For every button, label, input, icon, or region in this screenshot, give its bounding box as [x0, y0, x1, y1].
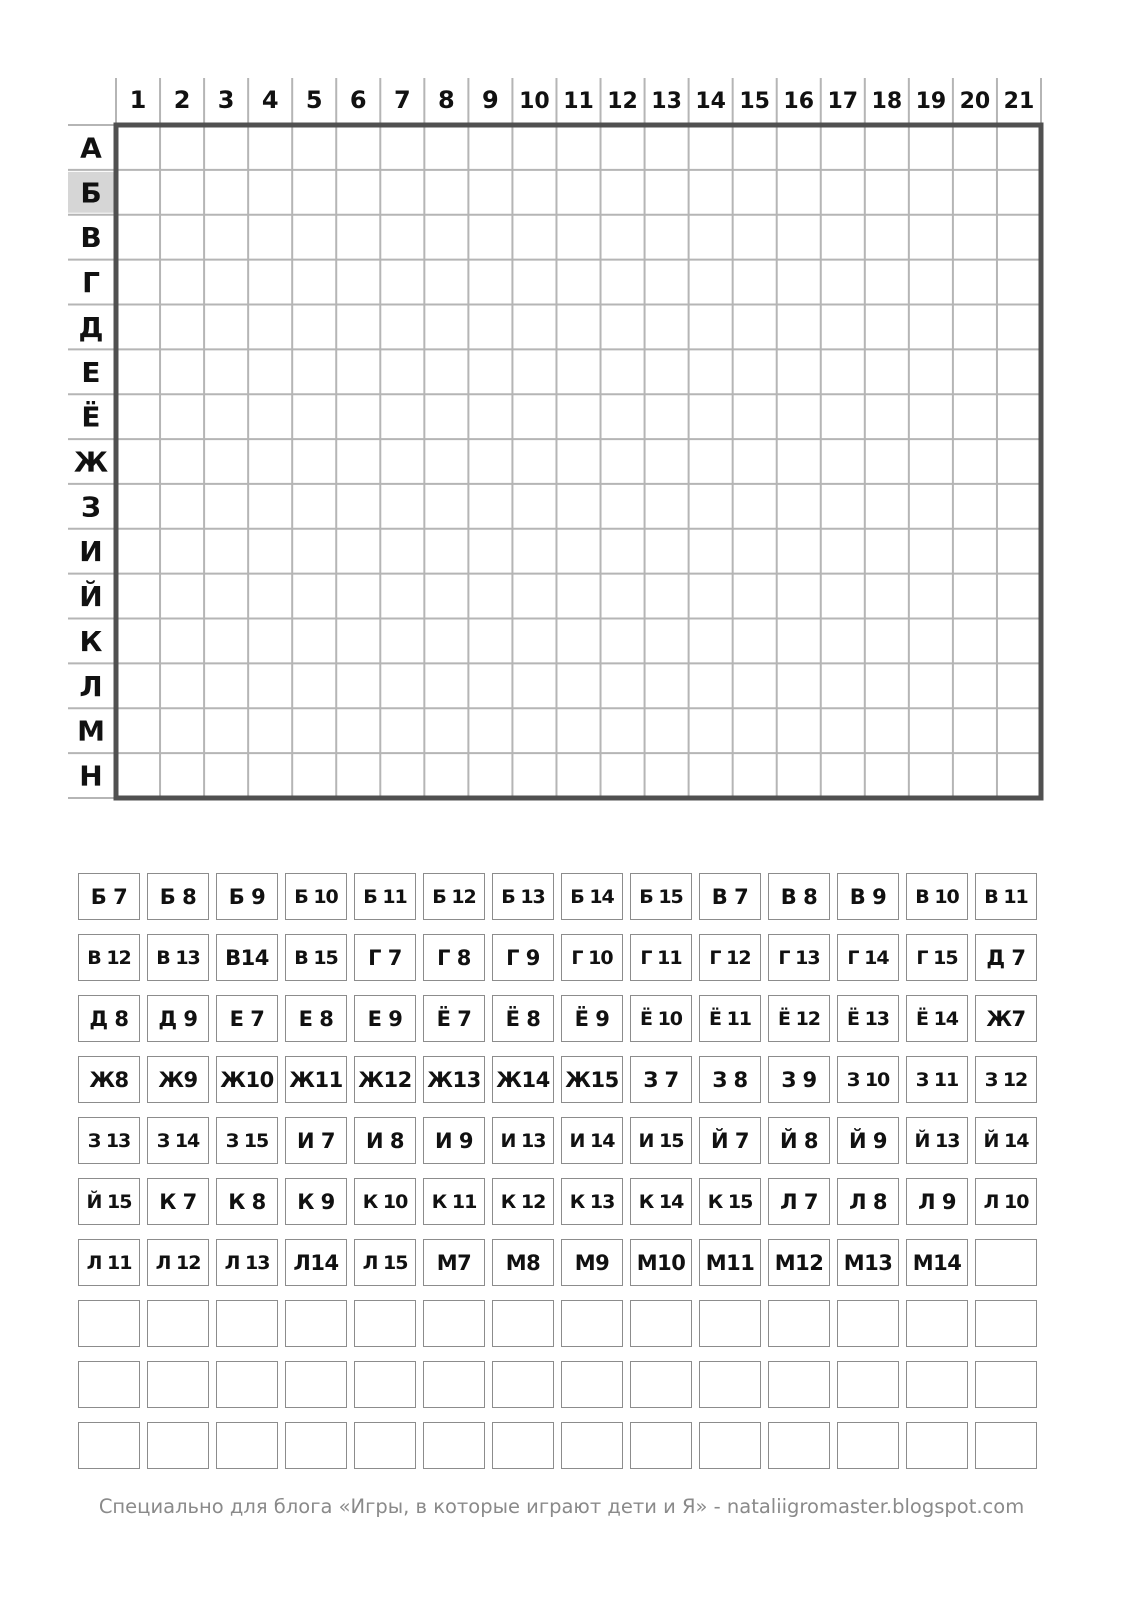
- row-label: З: [81, 490, 101, 524]
- coordinate-card: Л14: [285, 1239, 347, 1286]
- column-label: 9: [482, 86, 499, 114]
- row-label: К: [79, 624, 103, 658]
- column-label: 20: [959, 89, 991, 114]
- empty-coordinate-card: [492, 1361, 554, 1408]
- empty-coordinate-card: [561, 1361, 623, 1408]
- row-label: Е: [81, 355, 101, 389]
- empty-coordinate-card: [423, 1361, 485, 1408]
- coordinate-card: Л 12: [147, 1239, 209, 1286]
- row-label: Ж: [73, 445, 109, 479]
- coordinate-card: К 9: [285, 1178, 347, 1225]
- coordinate-card: Ё 13: [837, 995, 899, 1042]
- coordinate-card: З 9: [768, 1056, 830, 1103]
- coordinate-card: К 15: [699, 1178, 761, 1225]
- column-label: 8: [438, 86, 455, 114]
- coordinate-card: Б 8: [147, 873, 209, 920]
- coordinate-card: Д 8: [78, 995, 140, 1042]
- coordinate-card: З 7: [630, 1056, 692, 1103]
- row-label: Д: [78, 310, 104, 344]
- coordinate-card: Ж12: [354, 1056, 416, 1103]
- empty-coordinate-card: [492, 1422, 554, 1469]
- coordinate-card: Б 7: [78, 873, 140, 920]
- coordinate-card: В 11: [975, 873, 1037, 920]
- empty-coordinate-card: [975, 1361, 1037, 1408]
- coordinate-card: Б 15: [630, 873, 692, 920]
- coordinate-card: Л 13: [216, 1239, 278, 1286]
- row-label: Ё: [81, 400, 101, 434]
- empty-coordinate-card: [768, 1422, 830, 1469]
- coordinate-card: М8: [492, 1239, 554, 1286]
- coordinate-card: Б 10: [285, 873, 347, 920]
- row-label: М: [77, 714, 105, 748]
- empty-coordinate-card: [699, 1361, 761, 1408]
- column-label: 3: [217, 86, 235, 114]
- coordinate-card: Ж13: [423, 1056, 485, 1103]
- empty-coordinate-card: [216, 1422, 278, 1469]
- empty-coordinate-card: [423, 1422, 485, 1469]
- column-label: 16: [783, 89, 815, 114]
- coordinate-card: Г 14: [837, 934, 899, 981]
- coordinate-card: К 7: [147, 1178, 209, 1225]
- coordinate-card: Л 9: [906, 1178, 968, 1225]
- grid-border: [116, 125, 1041, 798]
- coordinate-card: З 14: [147, 1117, 209, 1164]
- coordinate-card: М12: [768, 1239, 830, 1286]
- coordinate-card: В 15: [285, 934, 347, 981]
- coordinate-card: Л 7: [768, 1178, 830, 1225]
- coordinate-card: И 9: [423, 1117, 485, 1164]
- column-label: 6: [349, 86, 367, 114]
- coordinate-card: Е 9: [354, 995, 416, 1042]
- coordinate-card: В 12: [78, 934, 140, 981]
- empty-coordinate-card: [906, 1300, 968, 1347]
- coordinate-card: К 11: [423, 1178, 485, 1225]
- row-label: Б: [80, 176, 102, 210]
- coordinate-card: Ё 10: [630, 995, 692, 1042]
- row-label: Н: [79, 759, 103, 793]
- empty-coordinate-card: [285, 1361, 347, 1408]
- empty-coordinate-card: [561, 1422, 623, 1469]
- column-label: 14: [695, 89, 726, 114]
- coordinate-card: Л 11: [78, 1239, 140, 1286]
- empty-coordinate-card: [492, 1300, 554, 1347]
- coordinate-card: Ё 8: [492, 995, 554, 1042]
- coordinate-card: И 13: [492, 1117, 554, 1164]
- coordinate-card: И 8: [354, 1117, 416, 1164]
- row-label: Г: [82, 266, 100, 300]
- coordinate-card: М9: [561, 1239, 623, 1286]
- empty-coordinate-card: [768, 1300, 830, 1347]
- column-label: 11: [563, 89, 594, 114]
- coordinate-card: Й 8: [768, 1117, 830, 1164]
- column-label: 13: [651, 89, 682, 114]
- row-label: Й: [79, 580, 103, 614]
- column-labels: [130, 86, 1035, 114]
- coordinate-card: Ё 14: [906, 995, 968, 1042]
- column-label: 5: [305, 86, 323, 114]
- coordinate-card: Й 7: [699, 1117, 761, 1164]
- coordinate-card: Д 7: [975, 934, 1037, 981]
- coordinate-cards: [78, 873, 1043, 1469]
- coordinate-card: Ж10: [216, 1056, 278, 1103]
- coordinate-card: Ё 11: [699, 995, 761, 1042]
- empty-coordinate-card: [699, 1300, 761, 1347]
- row-labels: [74, 131, 108, 792]
- empty-coordinate-card: [147, 1422, 209, 1469]
- empty-coordinate-card: [561, 1300, 623, 1347]
- coordinate-card: В 10: [906, 873, 968, 920]
- empty-coordinate-card: [699, 1422, 761, 1469]
- column-label: 19: [915, 89, 947, 114]
- column-label: 1: [129, 86, 147, 114]
- empty-coordinate-card: [78, 1300, 140, 1347]
- empty-coordinate-card: [975, 1300, 1037, 1347]
- empty-coordinate-card: [147, 1361, 209, 1408]
- coordinate-card: Л 15: [354, 1239, 416, 1286]
- coordinate-card: Г 15: [906, 934, 968, 981]
- coordinate-card: К 14: [630, 1178, 692, 1225]
- coordinate-card: И 15: [630, 1117, 692, 1164]
- empty-coordinate-card: [285, 1422, 347, 1469]
- coordinate-card: М13: [837, 1239, 899, 1286]
- coordinate-card: Б 9: [216, 873, 278, 920]
- coordinate-card: К 8: [216, 1178, 278, 1225]
- row-label: Л: [79, 669, 103, 703]
- empty-coordinate-card: [975, 1239, 1037, 1286]
- coordinate-card: З 11: [906, 1056, 968, 1103]
- coordinate-card: Ж14: [492, 1056, 554, 1103]
- coordinate-card: Л 10: [975, 1178, 1037, 1225]
- coordinate-card: З 12: [975, 1056, 1037, 1103]
- empty-coordinate-card: [354, 1422, 416, 1469]
- empty-coordinate-card: [630, 1361, 692, 1408]
- empty-coordinate-card: [906, 1422, 968, 1469]
- column-label: 17: [827, 89, 859, 114]
- coordinate-card: Л 8: [837, 1178, 899, 1225]
- coordinate-card: Г 9: [492, 934, 554, 981]
- coordinate-card: Е 8: [285, 995, 347, 1042]
- coordinate-card: Ж15: [561, 1056, 623, 1103]
- coordinate-card: Ж11: [285, 1056, 347, 1103]
- empty-coordinate-card: [147, 1300, 209, 1347]
- coordinate-card: Г 8: [423, 934, 485, 981]
- coordinate-card: Б 13: [492, 873, 554, 920]
- coordinate-card: Е 7: [216, 995, 278, 1042]
- column-label: 12: [607, 89, 638, 114]
- footer-credit: Специально для блога «Игры, в которые играют дети и Я» - nataliigromaster.blogspot.com: [98, 1495, 1025, 1518]
- coordinate-card: В 7: [699, 873, 761, 920]
- coordinate-card: Б 11: [354, 873, 416, 920]
- coordinate-card: Г 7: [354, 934, 416, 981]
- column-label: 18: [871, 89, 903, 114]
- empty-coordinate-card: [354, 1300, 416, 1347]
- empty-coordinate-card: [837, 1361, 899, 1408]
- empty-coordinate-card: [837, 1422, 899, 1469]
- coordinate-card: Ё 9: [561, 995, 623, 1042]
- row-label: И: [79, 535, 103, 569]
- empty-coordinate-card: [906, 1361, 968, 1408]
- empty-coordinate-card: [837, 1300, 899, 1347]
- coordinate-card: Д 9: [147, 995, 209, 1042]
- coordinate-card: В 8: [768, 873, 830, 920]
- empty-coordinate-card: [630, 1422, 692, 1469]
- coordinate-card: З 15: [216, 1117, 278, 1164]
- coordinate-card: З 13: [78, 1117, 140, 1164]
- empty-coordinate-card: [78, 1361, 140, 1408]
- coordinate-card: З 8: [699, 1056, 761, 1103]
- column-label: 21: [1003, 89, 1035, 114]
- coordinate-card: Й 15: [78, 1178, 140, 1225]
- coordinate-card: Ё 7: [423, 995, 485, 1042]
- column-label: 4: [261, 86, 279, 114]
- coordinate-card: Б 12: [423, 873, 485, 920]
- coordinate-card: Г 10: [561, 934, 623, 981]
- empty-coordinate-card: [354, 1361, 416, 1408]
- empty-coordinate-card: [423, 1300, 485, 1347]
- coordinate-card: Ё 12: [768, 995, 830, 1042]
- coordinate-card: Г 11: [630, 934, 692, 981]
- coordinate-card: Г 12: [699, 934, 761, 981]
- empty-coordinate-card: [216, 1361, 278, 1408]
- row-label: А: [80, 131, 102, 165]
- coordinate-card: К 10: [354, 1178, 416, 1225]
- column-label: 15: [739, 89, 771, 114]
- empty-coordinate-card: [630, 1300, 692, 1347]
- empty-coordinate-card: [975, 1422, 1037, 1469]
- empty-coordinate-card: [768, 1361, 830, 1408]
- coordinate-card: В 13: [147, 934, 209, 981]
- empty-coordinate-card: [216, 1300, 278, 1347]
- coordinate-card: В 9: [837, 873, 899, 920]
- coordinate-card: Б 14: [561, 873, 623, 920]
- coordinate-card: М11: [699, 1239, 761, 1286]
- coordinate-card: З 10: [837, 1056, 899, 1103]
- coordinate-card: Ж9: [147, 1056, 209, 1103]
- coordinate-card: Ж8: [78, 1056, 140, 1103]
- coordinate-card: К 13: [561, 1178, 623, 1225]
- empty-coordinate-card: [285, 1300, 347, 1347]
- coordinate-card: Й 13: [906, 1117, 968, 1164]
- column-label: 10: [519, 89, 550, 114]
- column-label: 2: [173, 86, 191, 114]
- coordinate-card: Г 13: [768, 934, 830, 981]
- coordinate-card: И 7: [285, 1117, 347, 1164]
- coordinate-card: Й 9: [837, 1117, 899, 1164]
- row-label: В: [80, 221, 102, 255]
- empty-coordinate-card: [78, 1422, 140, 1469]
- coordinate-card: В14: [216, 934, 278, 981]
- coordinate-card: К 12: [492, 1178, 554, 1225]
- coordinate-card: М14: [906, 1239, 968, 1286]
- coordinate-card: М7: [423, 1239, 485, 1286]
- coordinate-card: Ж7: [975, 995, 1037, 1042]
- coordinate-card: М10: [630, 1239, 692, 1286]
- column-label: 7: [393, 86, 411, 114]
- coordinate-card: И 14: [561, 1117, 623, 1164]
- coordinate-card: Й 14: [975, 1117, 1037, 1164]
